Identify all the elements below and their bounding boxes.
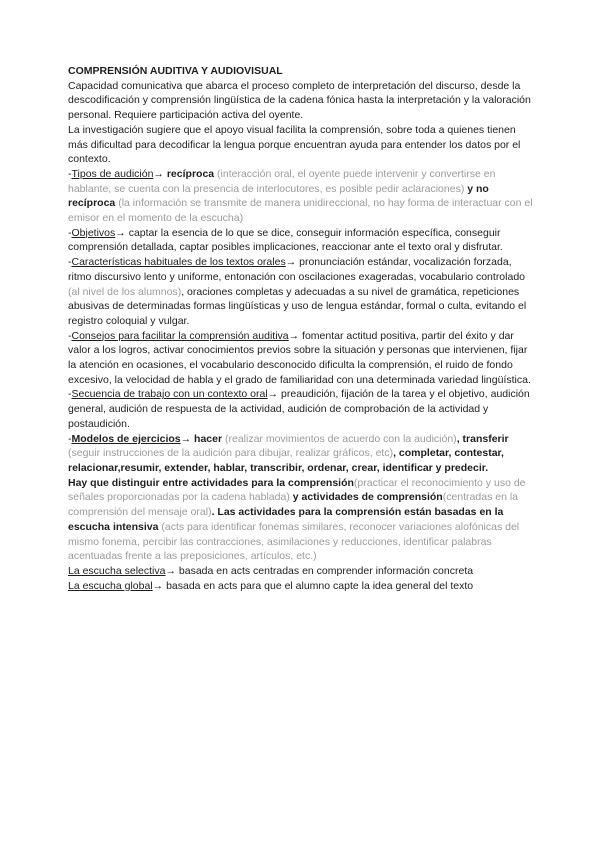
paragraph-escucha-selectiva bbox=[68, 564, 534, 579]
text-run: → pronunciación estándar, vocalización forzada, ritmo discursivo lento y uniforme, entonación con oscilaciones exageradas, vocabulario controlado bbox=[68, 256, 526, 283]
text-run: (acts para identificar fonemas similares, reconocer variaciones alofónicas del mismo fonema, percibir las contracciones, asimilaciones y reducciones, identificar palabras acentuadas frente a las preposiciones, artículos, etc.) bbox=[68, 520, 520, 563]
paragraph-actividades bbox=[68, 476, 534, 564]
text-run: , completar, contestar, relacionar,resumir, extender, hablar, transcribir, ordenar, crear, identificar y predecir. bbox=[68, 447, 504, 474]
text-run: (realizar movimientos de acuerdo con la audición) bbox=[224, 432, 457, 445]
text-run: → captar la esencia de lo que se dice, conseguir información específica, conseguir comprensión detallada, captar posibles implicaciones, reaccionar ante el texto oral y disfrutar. bbox=[68, 226, 503, 254]
text-run: (al nivel de los alumnos) bbox=[68, 285, 182, 298]
text-run: La investigación sugiere que el apoyo visual facilita la comprensión, sobre toda a quienes tienen más dificultad para decodificar la lengua porque encuentran ayuda para entender los datos por el contexto. bbox=[68, 123, 521, 166]
paragraph-investigacion bbox=[68, 123, 534, 167]
text-run: Objetivos bbox=[71, 226, 116, 239]
text-run: → basada en acts para que el alumno capte la idea general del texto bbox=[152, 579, 474, 592]
text-run: (interacción oral, el oyente puede intervenir y convertirse en hablante, se cuenta con la presencia de interlocutores, es posible pedir aclaraciones) bbox=[68, 167, 496, 195]
text-run: recíproca bbox=[166, 167, 218, 180]
paragraph-consejos bbox=[68, 329, 534, 388]
text-run: (la información se transmite de manera unidireccional, no hay forma de interactuar con el emisor en el momento de la escucha) bbox=[68, 197, 533, 225]
paragraph-modelos-de-ejercicios bbox=[68, 432, 534, 476]
text-run: - bbox=[68, 256, 72, 269]
text-run: y no recíproca bbox=[68, 182, 489, 210]
paragraph-escucha-global bbox=[68, 579, 534, 594]
text-run: y actividades de comprensión bbox=[292, 491, 443, 504]
paragraph-caracteristicas bbox=[68, 255, 534, 329]
text-run: - bbox=[68, 388, 72, 401]
text-run: Hay que distinguir entre actividades para la comprensión bbox=[68, 476, 354, 489]
text-run: La escucha selectiva bbox=[68, 564, 166, 577]
text-run: (centradas en la comprensión del mensaje oral) bbox=[68, 491, 519, 519]
document-body bbox=[68, 64, 534, 593]
text-run: . Las actividades para la comprensión están basadas en la escucha intensiva bbox=[68, 506, 504, 533]
text-run: , oraciones completas y adecuadas a su nivel de gramática, repeticiones abusivas de determinadas formas lingüísticas y uso de lengua estándar, formal o culta, evitando el registro coloquial y vulgar. bbox=[68, 285, 527, 327]
text-run: - bbox=[68, 226, 72, 239]
text-run: Secuencia de trabajo con un contexto oral bbox=[71, 388, 268, 401]
text-run: Tipos de audición bbox=[71, 167, 154, 180]
paragraph-definicion bbox=[68, 79, 534, 123]
text-run: Modelos de ejercicios bbox=[71, 432, 181, 445]
text-run: → bbox=[153, 167, 167, 180]
page-title: COMPRENSIÓN AUDITIVA Y AUDIOVISUAL bbox=[68, 65, 283, 77]
text-run: - bbox=[68, 329, 72, 342]
text-run: Características habituales de los textos orales bbox=[71, 256, 286, 269]
text-run: - bbox=[68, 432, 72, 445]
text-run: , transferir bbox=[456, 432, 509, 445]
text-run: - bbox=[68, 167, 72, 180]
text-run: Consejos para facilitar la comprensión auditiva bbox=[71, 329, 289, 342]
paragraph-secuencia bbox=[68, 387, 534, 431]
text-run: hacer bbox=[194, 432, 225, 445]
text-run: (practicar el reconocimiento y uso de señales proporcionadas por la cadena hablada) bbox=[68, 476, 526, 504]
text-run: (seguir instrucciones de la audición para dibujar, realizar gráficos, etc) bbox=[68, 447, 394, 460]
text-run: → fomentar actitud positiva, partir del éxito y dar valor a los logros, activar conocimientos previos sobre la situación y personas que intervienen, fijar la atención en ocasiones, el vocabulario desconocido dificulta la comprensión, el ruido de fondo excesivo, la velocidad de habla y el grado de familiaridad con una determinada variedad lingüística. bbox=[68, 329, 531, 386]
text-run: → basada en acts centradas en comprender información concreta bbox=[165, 564, 474, 577]
paragraph-objetivos bbox=[68, 226, 534, 255]
text-run: Capacidad comunicativa que abarca el proceso completo de interpretación del discurso, desde la descodificación y comprensión lingüística de la cadena fónica hasta la interpretación y la valoración personal. Requiere participación activa del oyente. bbox=[68, 79, 531, 122]
text-run: → preaudición, fijación de la tarea y el objetivo, audición general, audición de respuesta de la actividad, audición de comprobación de la actividad y postaudición. bbox=[68, 388, 530, 430]
text-run: La escucha global bbox=[68, 579, 153, 592]
paragraph-tipos-de-audicion bbox=[68, 167, 534, 226]
text-run: → bbox=[180, 432, 195, 445]
